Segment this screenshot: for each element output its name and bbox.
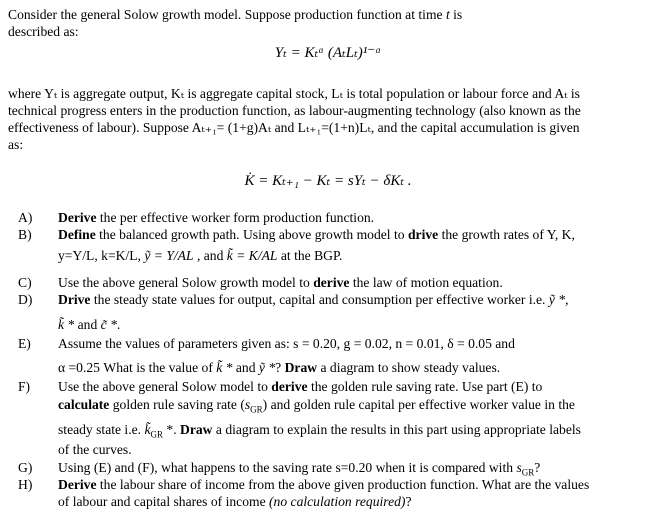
question-text: Derive the per effective worker form production function. — [58, 210, 375, 225]
capital-accumulation-equation: K̇ = Kₜ₊₁ − Kₜ = sYₜ − δKₜ . — [244, 173, 412, 189]
question-text: Define the balanced growth path. Using above growth model to drive the growth rates of Y, K, — [58, 227, 575, 242]
intro-line-1 — [8, 7, 648, 24]
question-text: Using (E) and (F), what happens to the saving rate s=0.20 when it is compared with $s_{GR}$? — [58, 460, 541, 478]
intro-line-2: described as: — [8, 24, 79, 39]
question-label: C) — [18, 275, 32, 290]
production-function-equation: Yₜ = Kₜᵅ (AₜLₜ)¹⁻ᵅ — [274, 45, 382, 61]
question-label: F) — [18, 379, 31, 394]
question-text: calculate golden rule saving rate $(s_{GR})$ and golden rule capital per effective worker value in the — [58, 397, 575, 415]
question-text: of labour and capital shares of income (no calculation required)? — [58, 494, 412, 509]
question-label: D) — [18, 292, 33, 307]
intro-text: Consider the general Solow growth model. Suppose production function at time — [8, 7, 446, 22]
question-text: Drive the steady state values for output, capital and consumption per effective worker i.e. ỹ *, — [58, 292, 569, 307]
where-line-3: effectiveness of labour). Suppose Aₜ₊₁= (1+g)Aₜ and Lₜ₊₁=(1+n)Lₜ, and the capital accumulation is given — [8, 120, 580, 135]
question-label: H) — [18, 477, 33, 492]
intro-text-end: is — [449, 7, 463, 22]
time-variable: t — [445, 7, 450, 22]
question-text: k̃ * and c̃ *. — [58, 317, 121, 332]
question-text: Assume the values of parameters given as: s = 0.20, g = 0.02, n = 0.01, δ = 0.05 and — [58, 336, 515, 351]
question-label: A) — [18, 210, 33, 225]
question-text: Use the above general Solow model to derive the golden rule saving rate. Use part (E) to — [58, 379, 543, 394]
question-text: Derive the labour share of income from the above given production function. What are the values — [58, 477, 590, 492]
question-label: E) — [18, 336, 31, 351]
question-label: B) — [18, 227, 32, 242]
where-line-2: technical progress enters in the production function, as labour-augmenting technology (also known as the — [8, 103, 581, 118]
where-line-4: as: — [8, 137, 24, 152]
where-line-1: where Yₜ is aggregate output, Kₜ is aggregate capital stock, Lₜ is total population or labour force and Aₜ is — [8, 86, 580, 101]
question-text: y=Y/L, k=K/L, ỹ = Y/AL , and k̃ = K/AL at the BGP. — [58, 248, 343, 263]
question-label: G) — [18, 460, 33, 475]
k-tilde-definition: k̃ = K/AL — [226, 248, 278, 263]
question-text: steady state i.e. $k̃_{GR}$ *. Draw a diagram to explain the results in this part using appropriate labels — [58, 422, 581, 440]
question-text: of the curves. — [58, 442, 132, 457]
y-tilde-definition: ỹ = Y/AL — [144, 248, 194, 263]
question-text: α =0.25 What is the value of k̃ * and ỹ *? Draw a diagram to show steady values. — [58, 360, 501, 375]
question-text: Use the above general Solow growth model to derive the law of motion equation. — [58, 275, 503, 290]
